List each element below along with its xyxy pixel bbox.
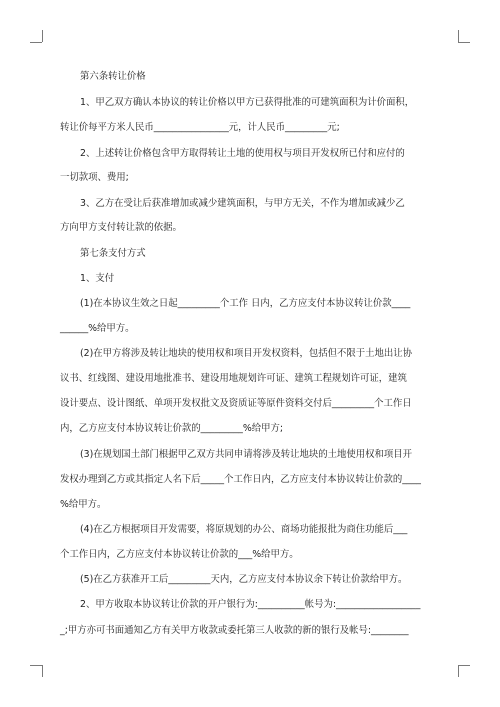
- crop-mark-top-left-v: [42, 30, 43, 42]
- article-6-clause-2-line-2: 一切款项、费用;: [60, 172, 129, 183]
- article-7-item-1-line-1: (1)在本协议生效之日起_________个工作 日内，乙方应支付本协议转让价款____: [80, 298, 411, 309]
- crop-mark-top-right-h: [458, 42, 470, 43]
- article-7-subsection-1: 1、支付: [80, 273, 115, 284]
- crop-mark-bottom-right-v: [458, 665, 459, 677]
- crop-mark-top-right-v: [458, 30, 459, 42]
- article-6-clause-1-line-1: 1、甲乙双方确认本协议的转让价格以甲方已获得批准的可建筑面积为计价面积，: [80, 97, 415, 108]
- crop-mark-bottom-left-h: [30, 665, 42, 666]
- article-6-clause-3-line-1: 3、乙方在受让后获准增加或减少建筑面积，与甲方无关，不作为增加或减少乙: [80, 198, 405, 209]
- article-7-subsection-2-line-2: _;甲方亦可书面通知乙方有关甲方收款或委托第三人收款的新的银行及帐号:________: [60, 625, 409, 636]
- article-7-item-4-line-1: (4)在乙方根据项目开发需要，将原规划的办公、商场功能报批为商住功能后___: [80, 524, 408, 535]
- article-7-item-1-line-2: ______%给甲方。: [60, 323, 135, 334]
- article-6-clause-1-line-2: 转让价每平方米人民币________________元，计人民币_________元;: [60, 122, 340, 133]
- article-7-item-2-line-2: 议书、红线图、建设用地批准书、建设用地规划许可证、建筑工程规划许可证，建筑: [60, 373, 407, 384]
- crop-mark-top-left-h: [30, 42, 42, 43]
- article-7-item-4-line-2: 个工作日内，乙方应支付本协议转让价款的___%给甲方。: [60, 549, 299, 560]
- article-6-clause-2-line-1: 2、上述转让价格包含甲方取得转让土地的使用权与项目开发权所已付和应付的: [80, 148, 405, 159]
- article-7-item-2-line-3: 设计要点、设计图纸、单项开发权批文及资质证等原件资料交付后_________个工作日: [60, 398, 412, 409]
- article-7-title: 第七条支付方式: [80, 248, 146, 259]
- article-7-item-3-line-3: %给甲方。: [60, 499, 107, 510]
- article-6-clause-3-line-2: 方向甲方支付转让款的依据。: [60, 222, 182, 233]
- crop-mark-bottom-right-h: [458, 665, 470, 666]
- article-7-item-2-line-4: 内，乙方应支付本协议转让价款的_________%给甲方;: [60, 423, 284, 434]
- article-7-subsection-2-line-1: 2、甲方收取本协议转让价款的开户银行为:__________帐号为:__________________: [80, 599, 421, 610]
- article-6-title: 第六条转让价格: [80, 71, 146, 82]
- article-7-item-2-line-1: (2)在甲方将涉及转让地块的使用权和项目开发权资料，包括但不限于土地出让协: [80, 348, 413, 359]
- article-7-item-3-line-1: (3)在规划国土部门根据甲乙双方共同申请将涉及转让地块的土地使用权和项目开: [80, 449, 413, 460]
- article-7-item-3-line-2: 发权办理到乙方或其指定人名下后_____个工作日内，乙方应支付本协议转让价款的____: [60, 474, 421, 485]
- article-7-item-5-line-1: (5)在乙方获准开工后_________天内，乙方应支付本协议余下转让价款给甲方。: [80, 574, 408, 585]
- crop-mark-bottom-left-v: [42, 665, 43, 677]
